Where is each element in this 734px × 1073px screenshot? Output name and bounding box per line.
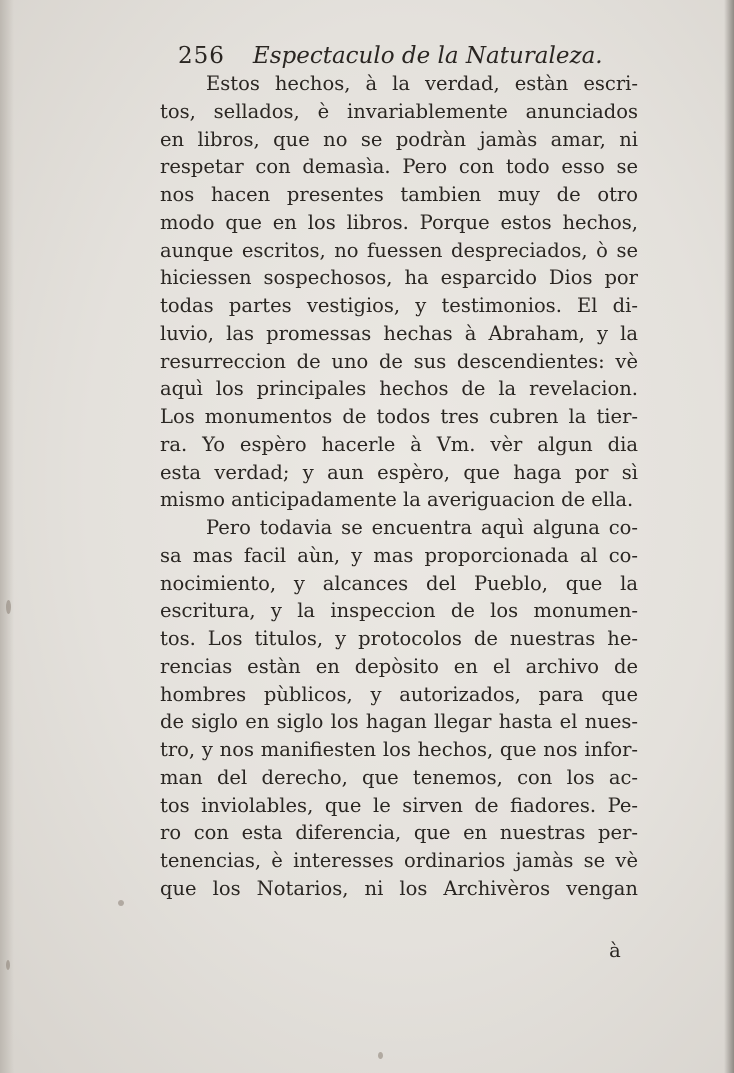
text-line: luvio, las promessas hechas à Abraham, y la	[160, 321, 638, 345]
text-line: en libros, que no se podràn jamàs amar, ni	[160, 127, 638, 151]
text-line: todas partes vestigios, y testimonios. El di-	[160, 294, 638, 317]
text-line: sa mas facil aùn, y mas proporcionada al co-	[160, 543, 638, 567]
text-line: resurreccion de uno de sus descendientes: vè	[160, 349, 638, 373]
text-line: escritura, y la inspeccion de los monumen-	[160, 599, 638, 623]
text-line: tenencias, è interesses ordinarios jamàs se vè	[160, 849, 638, 872]
text-line: Estos hechos, à la verdad, estàn escri-	[206, 72, 638, 95]
text-line: ro con esta diferencia, que en nuestras per-	[160, 821, 638, 845]
text-line: tro, y nos manifiesten los hechos, que nos infor-	[160, 738, 638, 761]
text-line: ra. Yo espèro hacerle à Vm. vèr algun dia	[160, 432, 638, 456]
body-text	[160, 70, 638, 903]
text-line: rencias estàn en depòsito en el archivo de	[160, 654, 638, 678]
running-header	[178, 40, 603, 72]
text-line: modo que en los libros. Porque estos hechos,	[160, 210, 638, 234]
text-line: tos, sellados, è invariablemente anunciados	[160, 99, 638, 123]
paper-speck	[6, 600, 11, 614]
text-line: nos hacen presentes tambien muy de otro	[160, 183, 638, 206]
paper-speck	[378, 1052, 383, 1059]
page-number: 256	[178, 43, 225, 69]
text-line: man del derecho, que tenemos, con los ac-	[160, 765, 638, 789]
catchword: à	[609, 939, 621, 962]
paper-speck	[118, 900, 124, 906]
text-line: esta verdad; y aun espèro, que haga por sì	[160, 460, 638, 484]
gutter-shadow	[0, 0, 14, 1073]
text-line: aunque escritos, no fuessen despreciados, ò se	[160, 238, 638, 262]
page-edge-shadow	[724, 0, 734, 1073]
text-line: Pero todavia se encuentra aquì alguna co-	[206, 516, 638, 539]
text-line: aquì los principales hechos de la revelacion.	[160, 377, 638, 401]
text-line: tos. Los titulos, y protocolos de nuestras he-	[160, 627, 638, 650]
text-line: nocimiento, y alcances del Pueblo, que la	[160, 571, 638, 595]
text-line: de siglo en siglo los hagan llegar hasta el nues-	[160, 710, 638, 734]
text-line: respetar con demasìa. Pero con todo esso se	[160, 155, 638, 179]
text-line: mismo anticipadamente la averiguacion de ella.	[160, 488, 634, 512]
running-title: Espectaculo de la Naturaleza.	[252, 43, 603, 69]
text-line: hiciessen sospechosos, ha esparcido Dios por	[160, 266, 638, 290]
text-line: hombres pùblicos, y autorizados, para que	[160, 682, 638, 706]
text-line: que los Notarios, ni los Archivèros vengan	[160, 876, 638, 900]
text-line: Los monumentos de todos tres cubren la tier-	[160, 405, 638, 428]
text-line: tos inviolables, que le sirven de fiadores. Pe-	[160, 793, 638, 817]
paper-speck	[6, 960, 10, 970]
